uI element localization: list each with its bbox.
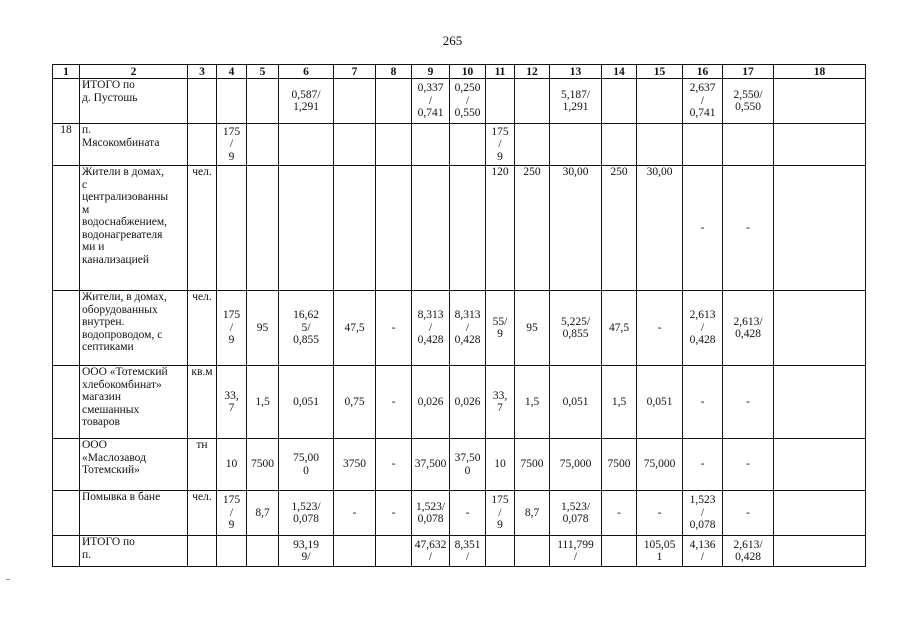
table-cell: 37,500 — [412, 439, 450, 491]
table-cell — [247, 536, 279, 567]
table-cell: 120 — [486, 166, 515, 291]
table-cell: 8,313 / 0,428 — [412, 291, 450, 366]
table-cell: чел. — [188, 166, 217, 291]
table-cell — [412, 166, 450, 291]
header-row — [53, 65, 866, 79]
header-cell: 12 — [515, 65, 550, 79]
table-cell: чел. — [188, 291, 217, 366]
header-cell: 13 — [550, 65, 602, 79]
table-cell: 93,19 9/ — [279, 536, 334, 567]
table-cell: 1,523/ 0,078 — [550, 491, 602, 536]
table-cell — [188, 536, 217, 567]
table-cell — [217, 536, 247, 567]
header-cell: 10 — [450, 65, 486, 79]
table-cell: - — [450, 491, 486, 536]
table-cell — [486, 536, 515, 567]
table-cell — [279, 124, 334, 166]
table-row — [53, 491, 866, 536]
table-cell: - — [376, 491, 412, 536]
table-cell — [334, 536, 376, 567]
table-cell: 18 — [53, 124, 80, 166]
table-cell: - — [334, 491, 376, 536]
table-cell: 47,5 — [334, 291, 376, 366]
table-cell: 2,613/ 0,428 — [723, 291, 774, 366]
row-label-cell: ИТОГО по д. Пустошь — [80, 79, 188, 124]
table-cell: 4,136 / — [683, 536, 723, 567]
header-cell: 3 — [188, 65, 217, 79]
table-cell: 7500 — [602, 439, 637, 491]
table-cell: 105,05 1 — [637, 536, 683, 567]
header-cell: 17 — [723, 65, 774, 79]
table-cell — [334, 124, 376, 166]
table-cell — [515, 536, 550, 567]
table-cell — [188, 124, 217, 166]
table-cell — [376, 79, 412, 124]
table-cell — [774, 124, 866, 166]
table-cell: - — [637, 491, 683, 536]
table-cell: 1,5 — [247, 366, 279, 439]
header-cell: 16 — [683, 65, 723, 79]
table-cell: 7500 — [515, 439, 550, 491]
table-cell — [774, 491, 866, 536]
header-cell: 8 — [376, 65, 412, 79]
table-cell: - — [683, 439, 723, 491]
table-cell — [53, 439, 80, 491]
table-cell — [602, 124, 637, 166]
table-cell — [774, 536, 866, 567]
table-cell: 0,337 / 0,741 — [412, 79, 450, 124]
table-cell — [376, 124, 412, 166]
table-cell: - — [683, 166, 723, 291]
table-cell — [53, 291, 80, 366]
table-row — [53, 79, 866, 124]
table-cell: 5,187/ 1,291 — [550, 79, 602, 124]
table-cell — [774, 439, 866, 491]
table-cell: - — [723, 491, 774, 536]
table-cell: 37,50 0 — [450, 439, 486, 491]
table-cell — [188, 79, 217, 124]
table-cell: 0,051 — [550, 366, 602, 439]
table-cell — [550, 124, 602, 166]
table-cell: 7500 — [247, 439, 279, 491]
row-label-cell: ООО «Тотемский хлебокомбинат» магазин смешанных товаров — [80, 366, 188, 439]
table-cell — [774, 79, 866, 124]
table-cell: 47,632 / — [412, 536, 450, 567]
table-cell: кв.м — [188, 366, 217, 439]
table-cell — [637, 79, 683, 124]
row-label-cell: Помывка в бане — [80, 491, 188, 536]
table-cell: 3750 — [334, 439, 376, 491]
header-cell: 1 — [53, 65, 80, 79]
page-number: 265 — [442, 33, 463, 48]
table-cell: 75,000 — [637, 439, 683, 491]
table-cell: - — [376, 366, 412, 439]
table-cell: 0,587/ 1,291 — [279, 79, 334, 124]
table-cell — [486, 79, 515, 124]
table-cell — [53, 536, 80, 567]
table-cell — [602, 536, 637, 567]
table-cell: 175 / 9 — [486, 491, 515, 536]
table-cell: чел. — [188, 491, 217, 536]
table-cell: тн — [188, 439, 217, 491]
header-cell: 18 — [774, 65, 866, 79]
table-cell: - — [723, 166, 774, 291]
table-cell: 55/ 9 — [486, 291, 515, 366]
table-cell — [683, 124, 723, 166]
table-row — [53, 166, 866, 291]
table-cell: 8,351 / — [450, 536, 486, 567]
table-cell: 5,225/ 0,855 — [550, 291, 602, 366]
table-cell — [412, 124, 450, 166]
table-cell: 16,62 5/ 0,855 — [279, 291, 334, 366]
table-cell — [247, 166, 279, 291]
table-cell: - — [683, 366, 723, 439]
table-cell — [774, 366, 866, 439]
margin-mark — [6, 579, 10, 580]
row-label-cell: Жители, в домах, оборудованных внутрен. водопроводом, с септиками — [80, 291, 188, 366]
table-cell: 175 / 9 — [486, 124, 515, 166]
table-cell: - — [376, 439, 412, 491]
table-cell: 0,051 — [279, 366, 334, 439]
table-cell — [334, 166, 376, 291]
table-body — [53, 65, 866, 567]
table-cell: 175 / 9 — [217, 291, 247, 366]
table-cell: - — [376, 291, 412, 366]
table-cell: 0,75 — [334, 366, 376, 439]
table-cell — [376, 536, 412, 567]
table-cell: 0,051 — [637, 366, 683, 439]
table-cell — [602, 79, 637, 124]
row-label-cell: Жители в домах, с централизованны м водоснабжением, водонагревателя ми и канализацией — [80, 166, 188, 291]
table-cell: 1,523/ 0,078 — [279, 491, 334, 536]
table-row — [53, 439, 866, 491]
table-cell — [217, 166, 247, 291]
table-cell — [774, 166, 866, 291]
table-cell: 1,5 — [602, 366, 637, 439]
table-row — [53, 366, 866, 439]
table-cell: 10 — [486, 439, 515, 491]
table-cell — [53, 491, 80, 536]
table-cell: 75,00 0 — [279, 439, 334, 491]
table-cell: 1,523/ 0,078 — [412, 491, 450, 536]
table-cell — [450, 124, 486, 166]
header-cell: 6 — [279, 65, 334, 79]
header-cell: 4 — [217, 65, 247, 79]
table-cell: 0,026 — [450, 366, 486, 439]
table-cell: - — [723, 439, 774, 491]
table-cell: 30,00 — [637, 166, 683, 291]
table-cell: 95 — [247, 291, 279, 366]
table-cell — [515, 124, 550, 166]
table-cell — [53, 79, 80, 124]
table-row — [53, 291, 866, 366]
table-cell — [217, 79, 247, 124]
table-cell — [247, 124, 279, 166]
header-cell: 9 — [412, 65, 450, 79]
table-cell: 0,026 — [412, 366, 450, 439]
table-cell: 1,5 — [515, 366, 550, 439]
row-label-cell: п. Мясокомбината — [80, 124, 188, 166]
table-cell — [334, 79, 376, 124]
table-cell — [53, 366, 80, 439]
table-cell: 175 / 9 — [217, 124, 247, 166]
table-cell: 33, 7 — [217, 366, 247, 439]
table-cell — [247, 79, 279, 124]
table-cell: - — [723, 366, 774, 439]
table-cell: 95 — [515, 291, 550, 366]
table-cell: 30,00 — [550, 166, 602, 291]
table-cell: 2,613/ 0,428 — [723, 536, 774, 567]
table-cell: 8,7 — [247, 491, 279, 536]
table-cell: - — [602, 491, 637, 536]
table-cell: 10 — [217, 439, 247, 491]
table-cell: 250 — [515, 166, 550, 291]
header-cell: 15 — [637, 65, 683, 79]
header-cell: 14 — [602, 65, 637, 79]
data-table — [52, 64, 866, 567]
table-cell: 8,7 — [515, 491, 550, 536]
table-row — [53, 536, 866, 567]
table-cell — [723, 124, 774, 166]
table-cell — [774, 291, 866, 366]
table-cell — [376, 166, 412, 291]
row-label-cell: ООО «Маслозавод Тотемский» — [80, 439, 188, 491]
table-cell: 2,550/ 0,550 — [723, 79, 774, 124]
row-label-cell: ИТОГО по п. — [80, 536, 188, 567]
table-cell: 47,5 — [602, 291, 637, 366]
header-cell: 7 — [334, 65, 376, 79]
table-cell: 8,313 / 0,428 — [450, 291, 486, 366]
table-row — [53, 124, 866, 166]
table-cell: 250 — [602, 166, 637, 291]
table-cell: 0,250 / 0,550 — [450, 79, 486, 124]
table-cell — [53, 166, 80, 291]
header-cell: 5 — [247, 65, 279, 79]
table-cell — [637, 124, 683, 166]
header-cell: 2 — [80, 65, 188, 79]
table-cell: 2,637 / 0,741 — [683, 79, 723, 124]
table-cell: 1,523 / 0,078 — [683, 491, 723, 536]
table-cell: - — [637, 291, 683, 366]
table-cell: 2,613 / 0,428 — [683, 291, 723, 366]
table-cell: 111,799 / — [550, 536, 602, 567]
header-cell: 11 — [486, 65, 515, 79]
table-cell — [450, 166, 486, 291]
table-cell: 33, 7 — [486, 366, 515, 439]
table-cell — [279, 166, 334, 291]
table-cell: 75,000 — [550, 439, 602, 491]
table-cell: 175 / 9 — [217, 491, 247, 536]
table-cell — [515, 79, 550, 124]
